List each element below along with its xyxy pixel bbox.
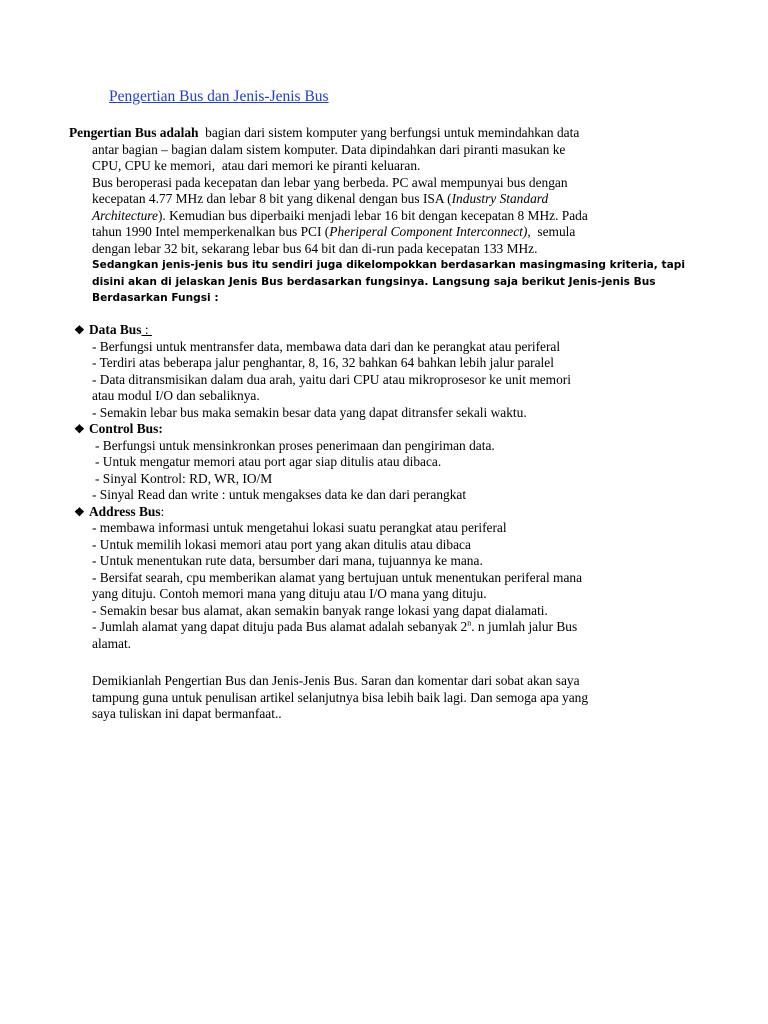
diamond-bullet-icon: ❖ [74,323,85,337]
list-item: - Untuk memilih lokasi memori atau port yang akan ditulis atau dibaca [92,536,471,552]
intro-line-5 [69,191,669,208]
intro-italic: Industry Standard [451,191,549,206]
list-item: - Sinyal Read dan write : untuk mengakses data ke dan dari perangkat [92,487,467,502]
intro-line-2: antar bagian – bagian dalam sistem komputer. Data dipindahkan dari piranti masukan ke [92,141,566,157]
document-title-link[interactable]: Pengertian Bus dan Jenis-Jenis Bus [109,88,329,105]
closing-paragraph [92,673,692,723]
intro-text: kecepatan 4.77 MHz dan lebar 8 bit yang dikenal dengan bus ISA ( [92,191,452,206]
bus-type-list [74,322,694,652]
list-item: - Sinyal Kontrol: RD, WR, IO/M [95,470,273,486]
list-item: - Untuk menentukan rute data, bersumber dari mana, tujuannya ke mana. [92,553,483,568]
list-item: - Semakin lebar bus maka semakin besar data yang dapat ditransfer sekali waktu. [92,404,527,420]
diamond-bullet-icon: ❖ [74,504,85,519]
closing-line-3: saya tuliskan ini dapat bermanfaat.. [92,706,282,721]
item-text: . n jumlah jalur Bus [471,619,578,634]
intro-line-7 [69,224,669,241]
intro-line-8: dengan lebar 32 bit, sekarang lebar bus 64 bit dan di-run pada kecepatan 133 MHz. [92,240,538,256]
intro-lead: Pengertian Bus adalah [69,125,199,140]
intro-text: bagian dari sistem komputer yang berfungsi untuk memindahkan data [198,125,580,140]
heading-text: Data Bus [89,322,142,337]
list-item: - Terdiri atas beberapa jalur penghantar, 8, 16, 32 bahkan 64 bahkan lebih jalur paralel [92,355,554,370]
intro-paragraph [69,125,685,307]
list-item: yang dituju. Contoh memori mana yang dituju atau I/O mana yang dituju. [92,586,487,601]
intro-line-3: CPU, CPU ke memori, atau dari memori ke piranti keluaran. [92,158,421,173]
item-text: - Jumlah alamat yang dapat dituju pada Bus alamat adalah sebanyak 2 [92,619,468,634]
heading-text: Address Bus [89,503,161,519]
heading-colon: : [160,503,165,519]
list-item: - Data ditransmisikan dalam dua arah, yaitu dari CPU atau mikroprosesor ke unit memori [92,371,571,387]
intro-line-6 [69,208,669,225]
list-item: - Untuk mengatur memori atau port agar siap ditulis atau dibaca. [95,454,442,469]
intro-sans-line-3: Berdasarkan Fungsi : [92,292,219,304]
list-item [74,619,694,636]
list-item: - Bersifat searah, cpu memberikan alamat yang bertujuan untuk menentukan periferal mana [92,569,583,585]
intro-sans-line-2: disini akan di jelaskan Jenis Bus berdasarkan fungsinya. Langsung saja berikut Jenis-jenis Bus [92,275,656,288]
intro-italic: Pheriperal Component Interconnect), [329,224,531,239]
list-item: - membawa informasi untuk mengetahui lokasi suatu perangkat atau periferal [92,520,507,535]
address-bus-heading [74,504,694,521]
control-bus-heading [74,421,694,438]
superscript: n [467,618,472,628]
data-bus-heading [74,322,694,339]
intro-line-4: Bus beroperasi pada kecepatan dan lebar yang berbeda. PC awal mempunyai bus dengan [92,174,568,190]
list-item: - Berfungsi untuk mentransfer data, membawa data dari dan ke perangkat atau periferal [92,338,561,354]
diamond-bullet-icon: ❖ [74,422,85,436]
intro-italic: Architecture [92,207,158,223]
intro-line-1 [69,125,669,142]
intro-sans-line-1: Sedangkan jenis-jenis bus itu sendiri juga dikelompokkan berdasarkan masingmasing kriteria, tapi [92,259,685,271]
intro-text: ). Kemudian bus diperbaiki menjadi lebar 16 bit dengan kecepatan 8 MHz. Pada [157,207,588,223]
intro-text: semula [530,224,576,239]
list-item: - Semakin besar bus alamat, akan semakin banyak range lokasi yang dapat dialamati. [92,602,548,618]
list-item: alamat. [92,635,132,651]
intro-text: tahun 1990 Intel memperkenalkan bus PCI ( [92,224,330,239]
closing-line-1: Demikianlah Pengertian Bus dan Jenis-Jenis Bus. Saran dan komentar dari sobat akan saya [92,673,580,688]
list-item: atau modul I/O dan sebaliknya. [92,388,260,403]
list-item: - Berfungsi untuk mensinkronkan proses penerimaan dan pengiriman data. [95,437,495,453]
heading-text: Control Bus: [89,421,163,436]
heading-colon: : [141,322,152,337]
closing-line-2: tampung guna untuk penulisan artikel selanjutnya bisa lebih baik lagi. Dan semoga apa yang [92,689,589,705]
